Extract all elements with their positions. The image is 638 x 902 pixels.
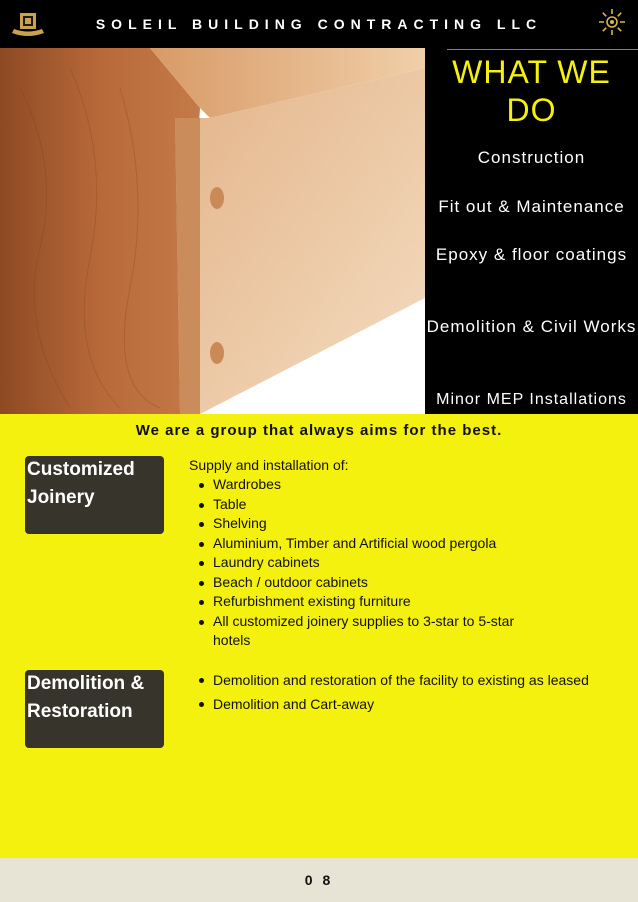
badge-line: Restoration (27, 701, 133, 722)
company-name: SOLEIL BUILDING CONTRACTING LLC (95, 16, 543, 32)
joinery-list (189, 475, 609, 651)
service-item: Epoxy & floor coatings (435, 245, 628, 264)
joinery-intro: Supply and installation of: (189, 457, 349, 473)
list-item: Demolition and Cart-away (189, 692, 609, 716)
list-item: Shelving (189, 514, 609, 534)
customized-joinery-badge (25, 456, 164, 534)
demolition-restoration-badge (25, 670, 164, 748)
list-item: Wardrobes (189, 475, 609, 495)
what-we-do-title: WHAT WE DO (452, 54, 611, 128)
badge-line: Demolition & (27, 673, 145, 694)
sun-logo-icon (598, 8, 626, 36)
list-item: Aluminium, Timber and Artificial wood pergola (189, 534, 609, 554)
badge-line: Customized (27, 459, 135, 480)
badge-line: Joinery (27, 487, 95, 508)
list-item: Demolition and restoration of the facility to existing as leased (189, 668, 593, 692)
page-number: 0 8 (304, 872, 334, 888)
list-item: Refurbishment existing furniture (189, 592, 609, 612)
what-we-do-panel (425, 48, 638, 414)
tagline: We are a group that always aims for the best. (135, 422, 503, 439)
service-item: Construction (477, 148, 586, 167)
service-item: Demolition & Civil Works (426, 317, 637, 336)
panel-divider (447, 49, 638, 50)
service-item: Fit out & Maintenance (438, 197, 625, 216)
demolition-list (189, 668, 609, 716)
demolition-description (189, 668, 609, 716)
list-item: Laundry cabinets (189, 553, 609, 573)
joinery-description (189, 456, 609, 651)
list-item: Beach / outdoor cabinets (189, 573, 609, 593)
header-bar (0, 0, 638, 48)
list-item: Table (189, 495, 609, 515)
list-item: All customized joinery supplies to 3-star to 5-star hotels (189, 612, 553, 651)
wood-joinery-photo (0, 48, 425, 414)
footer-bar (0, 858, 638, 902)
service-item: Minor MEP Installations (436, 391, 627, 408)
